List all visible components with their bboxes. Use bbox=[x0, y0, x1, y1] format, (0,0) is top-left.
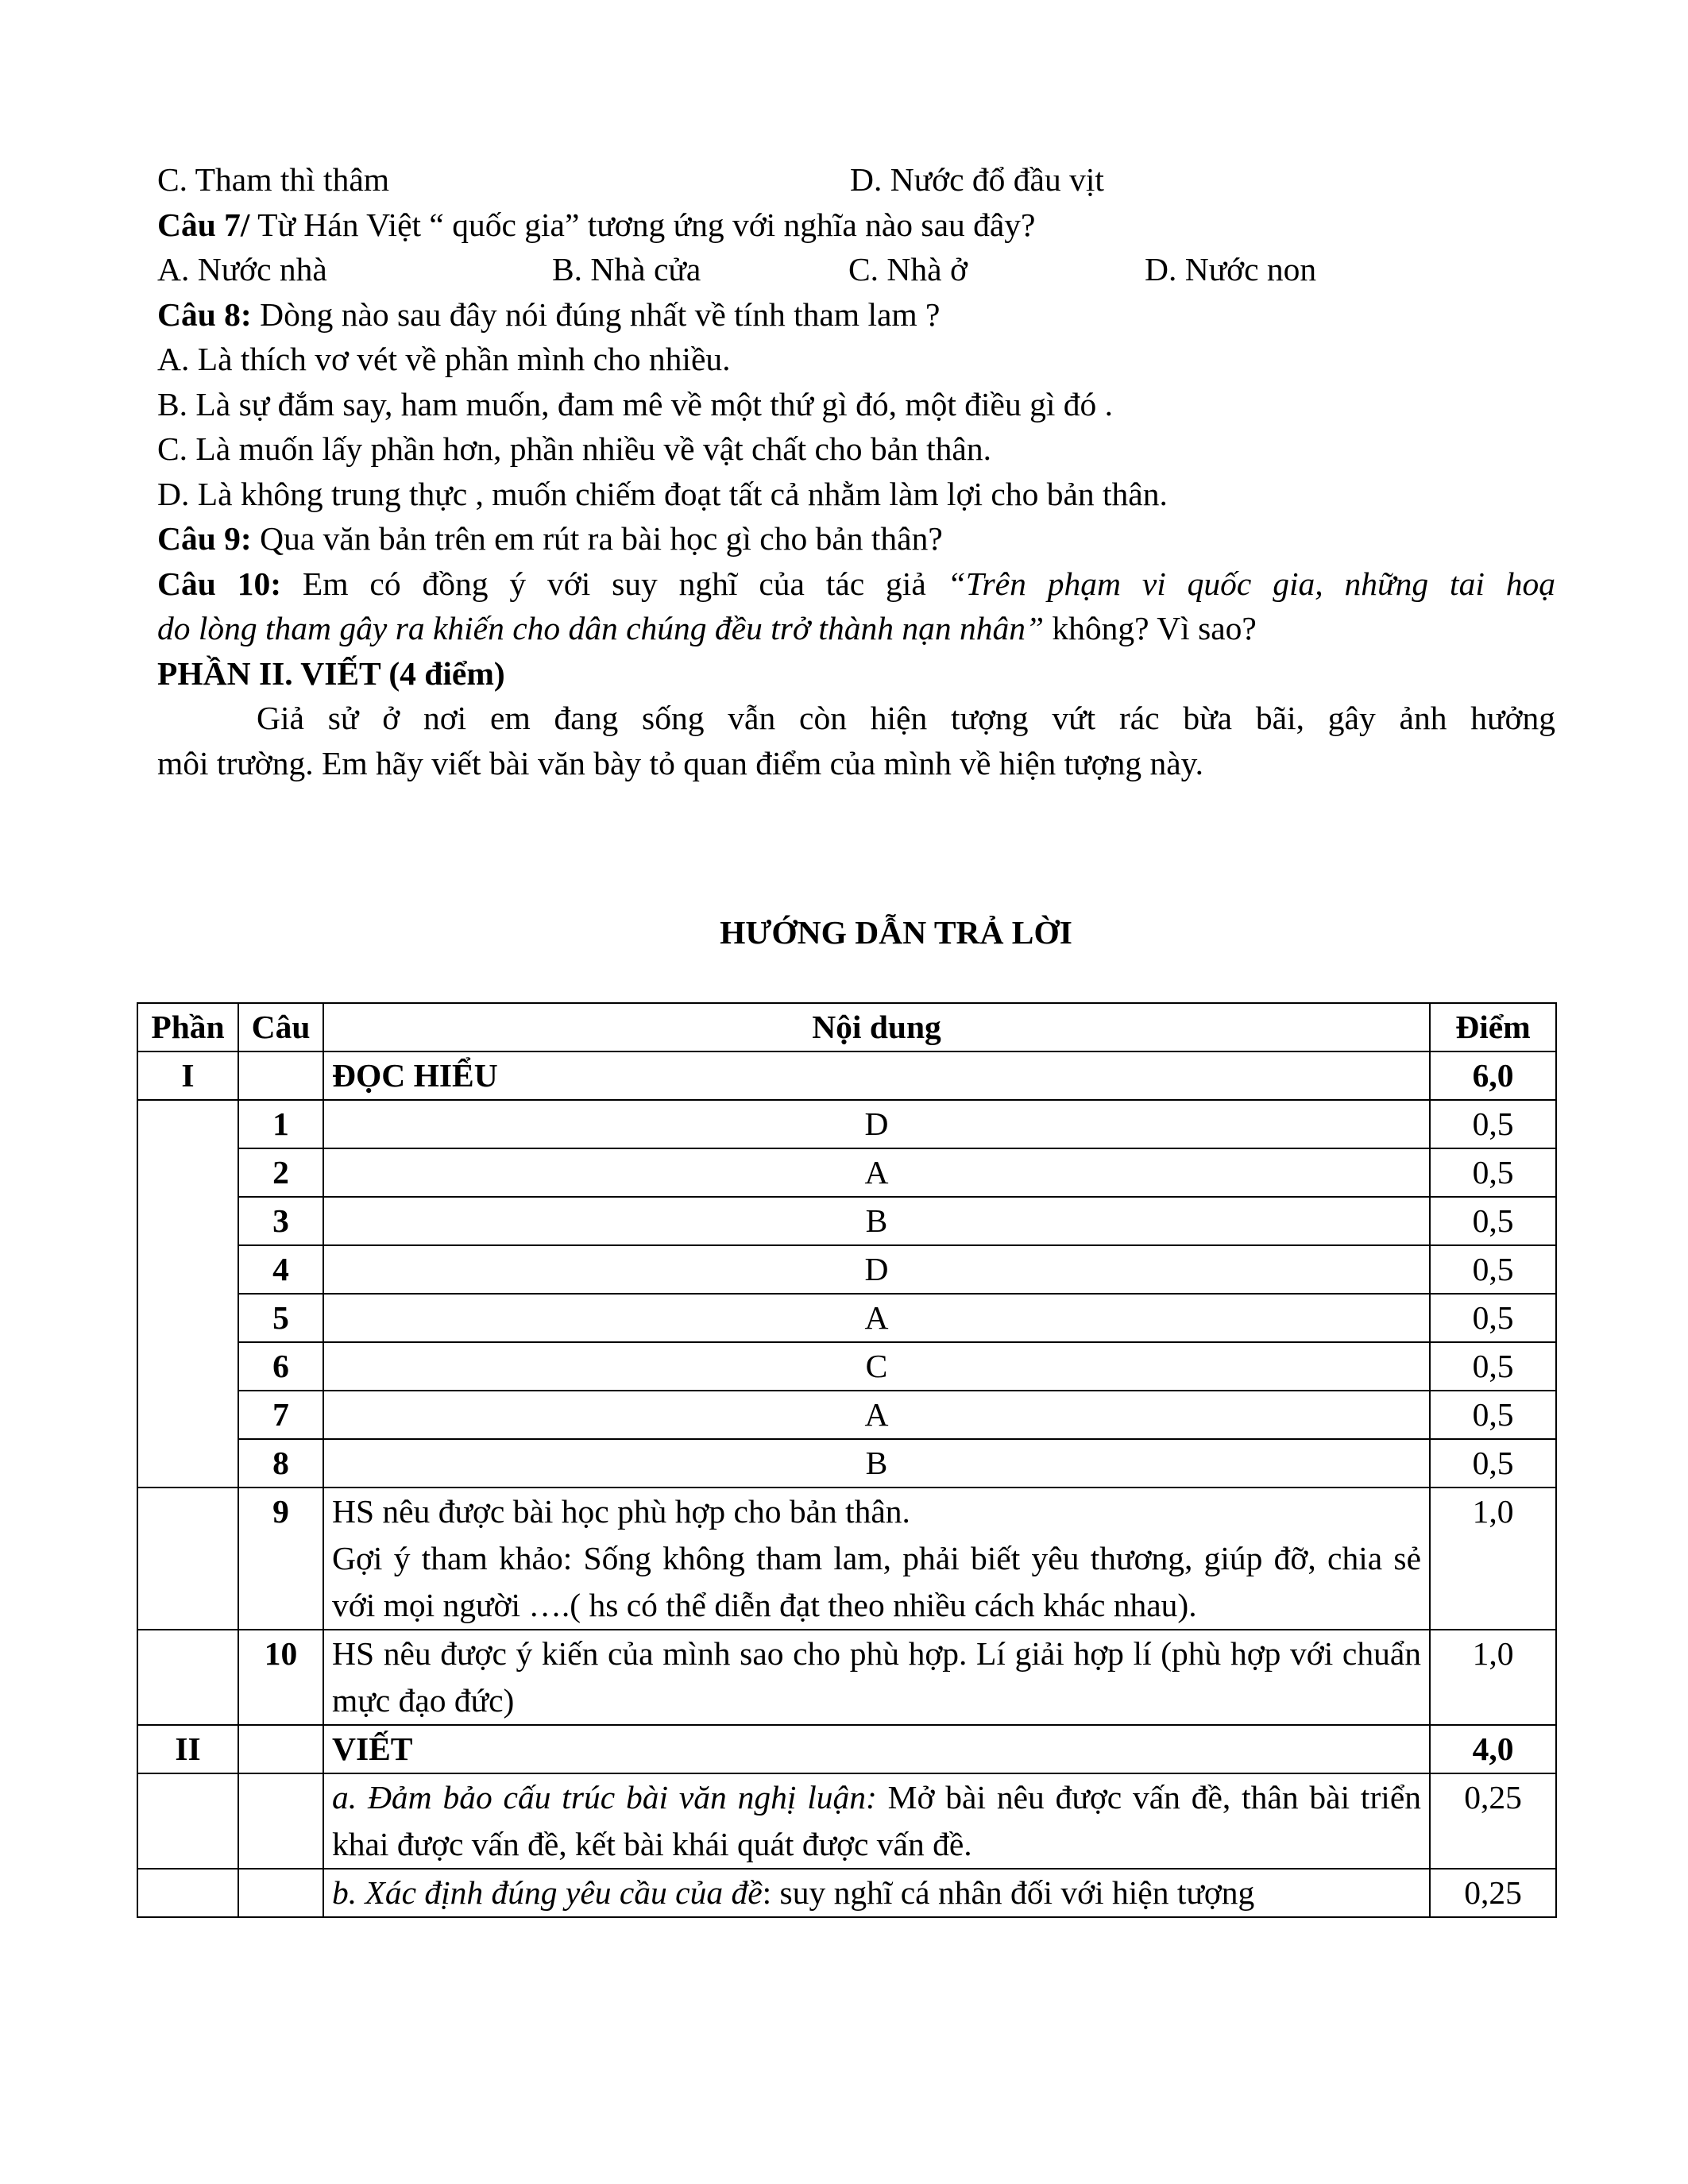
table-row bbox=[137, 1391, 1556, 1439]
q10-answer: HS nêu được ý kiến của mình sao cho phù hợp. Lí giải hợp lí (phù hợp với chuẩn mực đạo đức) bbox=[323, 1630, 1430, 1725]
q10-text-a: Em có đồng ý với suy nghĩ của tác giả bbox=[281, 565, 948, 602]
answer-key-title: HƯỚNG DẪN TRẢ LỜI bbox=[720, 914, 1072, 951]
q10-text-b: không? Vì sao? bbox=[1044, 610, 1257, 646]
score-cell: 0,25 bbox=[1430, 1773, 1556, 1869]
score-cell: 0,5 bbox=[1430, 1391, 1556, 1439]
score-cell: 1,0 bbox=[1430, 1630, 1556, 1725]
q10-stem-line2 bbox=[157, 606, 1555, 651]
table-header-row bbox=[137, 1003, 1556, 1051]
score-cell: 0,5 bbox=[1430, 1342, 1556, 1391]
answer-cell: C bbox=[323, 1342, 1430, 1391]
q6-options bbox=[157, 157, 1555, 203]
q10-quote-a: “Trên phạm vi quốc gia, những tai hoạ bbox=[947, 565, 1555, 602]
q9-answer-line2: Gợi ý tham khảo: Sống không tham lam, phải biết yêu thương, giúp đỡ, chia sẻ với mọi người ….( hs có thể diễn đạt theo nhiều cách khác nhau). bbox=[332, 1540, 1421, 1623]
header-question: Câu bbox=[238, 1003, 323, 1051]
writing-prompt-line2: môi trường. Em hãy viết bài văn bày tỏ quan điểm của mình về hiện tượng này. bbox=[157, 744, 1204, 781]
score-cell: 0,5 bbox=[1430, 1148, 1556, 1197]
question-number: 4 bbox=[238, 1245, 323, 1294]
question-number: 2 bbox=[238, 1148, 323, 1197]
question-number: 6 bbox=[238, 1342, 323, 1391]
q8-option-c: C. Là muốn lấy phần hơn, phần nhiều về vật chất cho bản thân. bbox=[157, 430, 991, 467]
q9-stem bbox=[157, 516, 1555, 561]
question-number: 5 bbox=[238, 1294, 323, 1342]
score-cell: 0,5 bbox=[1430, 1100, 1556, 1148]
table-row bbox=[137, 1294, 1556, 1342]
writing-heading: PHẦN II. VIẾT (4 điểm) bbox=[157, 654, 505, 692]
score-cell: 0,25 bbox=[1430, 1869, 1556, 1917]
q7-option-b: B. Nhà cửa bbox=[552, 251, 701, 287]
answer-cell: D bbox=[323, 1245, 1430, 1294]
part2-score: 4,0 bbox=[1430, 1725, 1556, 1773]
writing-criterion-a-row bbox=[137, 1773, 1556, 1869]
q8-option-b: B. Là sự đắm say, ham muốn, đam mê về một thứ gì đó, một điều gì đó . bbox=[157, 385, 1113, 423]
q9-row bbox=[137, 1488, 1556, 1630]
q6-option-d: D. Nước đổ đầu vịt bbox=[850, 161, 1104, 198]
question-number: 7 bbox=[238, 1391, 323, 1439]
q9-label: Câu 9: bbox=[157, 520, 252, 557]
header-part: Phần bbox=[137, 1003, 238, 1051]
answer-cell: B bbox=[323, 1439, 1430, 1488]
answer-cell: D bbox=[323, 1100, 1430, 1148]
q10-label: Câu 10: bbox=[157, 565, 282, 602]
table-row bbox=[137, 1148, 1556, 1197]
table-row bbox=[137, 1197, 1556, 1245]
q8-option-a: A. Là thích vơ vét về phần mình cho nhiều. bbox=[157, 341, 731, 377]
q10-row bbox=[137, 1630, 1556, 1725]
score-cell: 0,5 bbox=[1430, 1439, 1556, 1488]
header-content: Nội dung bbox=[323, 1003, 1430, 1051]
q6-option-c: C. Tham thì thâm bbox=[157, 161, 390, 198]
table-row bbox=[137, 1245, 1556, 1294]
part2-title: VIẾT bbox=[323, 1725, 1430, 1773]
answer-cell: B bbox=[323, 1197, 1430, 1245]
q7-options bbox=[157, 247, 1555, 292]
header-score: Điểm bbox=[1430, 1003, 1556, 1051]
writing-criterion-a: a. Đảm bảo cấu trúc bài văn nghị luận: Mở bài nêu được vấn đề, thân bài triển khai được vấn đề, kết bài khái quát được vấn đề. bbox=[323, 1773, 1430, 1869]
q10-quote-b: do lòng tham gây ra khiến cho dân chúng đều trở thành nạn nhân” bbox=[157, 610, 1045, 646]
score-cell: 1,0 bbox=[1430, 1488, 1556, 1630]
q8-label: Câu 8: bbox=[157, 295, 252, 333]
answer-cell: A bbox=[323, 1148, 1430, 1197]
q7-option-c: C. Nhà ở bbox=[848, 251, 968, 287]
q7-option-a: A. Nước nhà bbox=[157, 251, 327, 287]
q8-stem bbox=[157, 292, 1555, 338]
part2-label: II bbox=[137, 1725, 238, 1773]
writing-criterion-b: b. Xác định đúng yêu cầu của đề: suy nghĩ cá nhân đối với hiện tượng bbox=[323, 1869, 1430, 1917]
question-number: 8 bbox=[238, 1439, 323, 1488]
q9-text: Qua văn bản trên em rút ra bài học gì cho bản thân? bbox=[251, 520, 943, 557]
writing-prompt-line1: Giả sử ở nơi em đang sống vẫn còn hiện tượng vứt rác bừa bãi, gây ảnh hưởng bbox=[257, 700, 1555, 736]
table-row bbox=[137, 1342, 1556, 1391]
table-row bbox=[137, 1100, 1556, 1148]
table-row bbox=[137, 1439, 1556, 1488]
writing-criterion-b-row bbox=[137, 1869, 1556, 1917]
part1-label: I bbox=[137, 1051, 238, 1100]
q9-answer-line1: HS nêu được bài học phù hợp cho bản thân. bbox=[332, 1493, 910, 1530]
score-cell: 0,5 bbox=[1430, 1245, 1556, 1294]
part1-title: ĐỌC HIỂU bbox=[323, 1051, 1430, 1100]
question-number: 9 bbox=[238, 1488, 323, 1630]
question-number: 1 bbox=[238, 1100, 323, 1148]
score-cell: 0,5 bbox=[1430, 1197, 1556, 1245]
score-cell: 0,5 bbox=[1430, 1294, 1556, 1342]
question-number: 10 bbox=[238, 1630, 323, 1725]
question-number: 3 bbox=[238, 1197, 323, 1245]
q7-text: Từ Hán Việt “ quốc gia” tương ứng với nghĩa nào sau đây? bbox=[249, 206, 1036, 243]
q8-option-d: D. Là không trung thực , muốn chiếm đoạt tất cả nhằm làm lợi cho bản thân. bbox=[157, 475, 1168, 512]
answer-cell: A bbox=[323, 1294, 1430, 1342]
answer-key-table bbox=[137, 1002, 1557, 1918]
part2-row bbox=[137, 1725, 1556, 1773]
q9-answer bbox=[323, 1488, 1430, 1630]
q7-stem bbox=[157, 203, 1555, 248]
q7-label: Câu 7/ bbox=[157, 206, 250, 243]
q7-option-d: D. Nước non bbox=[1145, 251, 1317, 287]
part1-row bbox=[137, 1051, 1556, 1100]
exam-questions bbox=[157, 157, 1555, 785]
part1-score: 6,0 bbox=[1430, 1051, 1556, 1100]
q8-text: Dòng nào sau đây nói đúng nhất về tính tham lam ? bbox=[251, 295, 941, 333]
q10-stem-line1 bbox=[157, 561, 1555, 607]
answer-cell: A bbox=[323, 1391, 1430, 1439]
